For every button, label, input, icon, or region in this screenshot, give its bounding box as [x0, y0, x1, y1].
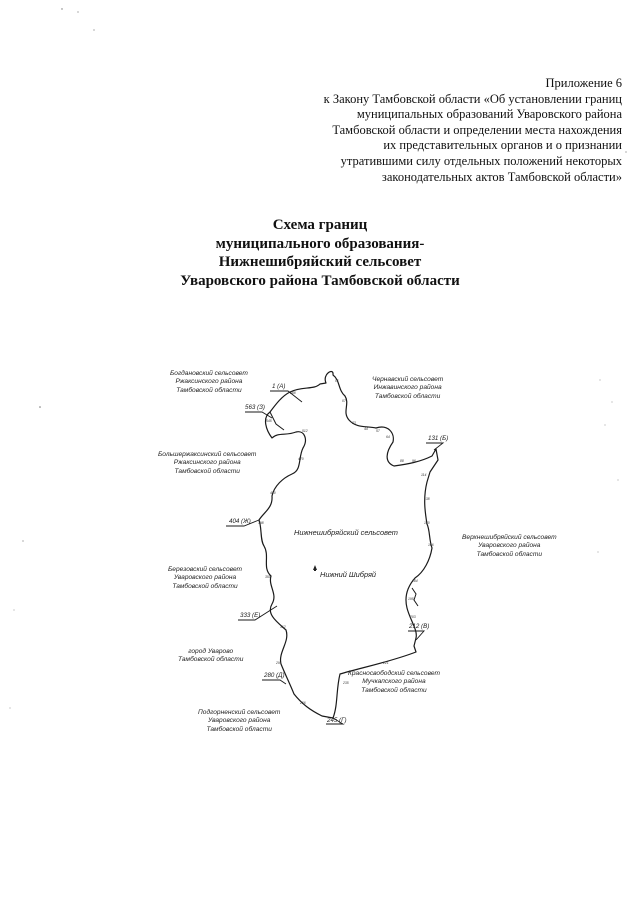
svg-text:256: 256: [300, 701, 306, 705]
neighbor-label-podgornensky: Подгорненский сельсовет Уваровского района Тамбовской области: [198, 709, 281, 733]
svg-text:64: 64: [386, 435, 390, 439]
municipality-label: Нижнешибряйский сельсовет: [294, 528, 398, 537]
svg-text:512: 512: [302, 429, 308, 433]
village-marker-icon: [313, 565, 317, 571]
svg-text:430: 430: [270, 491, 276, 495]
point-label-a: 1 (А): [272, 383, 286, 390]
svg-text:150: 150: [424, 521, 430, 525]
svg-text:545: 545: [266, 419, 272, 423]
svg-text:588: 588: [290, 391, 296, 395]
svg-text:398: 398: [258, 521, 264, 525]
svg-text:33: 33: [352, 421, 356, 425]
appendix-line: законодательных актов Тамбовской области»: [381, 169, 622, 184]
neighbor-label-berezovsky: Березовский сельсовет Уваровского района Тамбовской области: [168, 566, 243, 590]
svg-text:203: 203: [410, 615, 416, 619]
svg-text:138: 138: [424, 497, 430, 501]
appendix-line: муниципальных образований Уваровского района: [356, 107, 622, 122]
svg-text:312: 312: [280, 625, 286, 629]
svg-text:44: 44: [364, 427, 368, 431]
svg-text:57: 57: [376, 429, 380, 433]
svg-text:01: 01: [335, 379, 339, 383]
point-label-e: 333 (Е): [240, 612, 261, 619]
svg-text:114: 114: [421, 473, 427, 477]
appendix-line: их представительных органов и о признании: [383, 138, 622, 153]
svg-text:184: 184: [412, 579, 418, 583]
neighbor-label-chernavsky: Чернавский сельсовет Инжавинского района Тамбовской области: [372, 376, 444, 400]
svg-text:166: 166: [428, 543, 434, 547]
point-label-b: 131 (Б): [428, 435, 449, 442]
neighbor-label-bolsherzhaksinsky: Большержаксинский сельсовет Ржаксинского района Тамбовской области: [158, 451, 257, 475]
title-line: муниципального образования-: [215, 235, 425, 252]
svg-text:221: 221: [383, 661, 389, 665]
point-label-v: 212 (В): [409, 623, 430, 630]
svg-text:235: 235: [343, 681, 349, 685]
neighbor-label-uvarovo-town: город Уварово Тамбовской области: [178, 648, 244, 664]
appendix-line: к Закону Тамбовской области «Об установлении границ: [323, 91, 622, 106]
title-line: Уваровского района Тамбовской области: [180, 272, 460, 289]
point-label-z: 563 (З): [245, 404, 265, 411]
boundary-line: [259, 371, 438, 718]
svg-text:470: 470: [298, 457, 304, 461]
svg-text:07: 07: [342, 399, 346, 403]
neighbor-label-verkhneshibryaysky: Верхнешибряйский сельсовет Уваровского района Тамбовской области: [462, 534, 557, 558]
point-label-zh: 404 (Ж): [229, 518, 251, 525]
appendix-line: Тамбовской области и определении места нахождения: [332, 122, 622, 137]
svg-text:291: 291: [276, 661, 282, 665]
neighbor-label-bogdanovsky: Богдановский сельсовет Ржаксинского района Тамбовской области: [170, 370, 248, 394]
point-label-g: 245 (Г): [327, 717, 347, 724]
svg-text:96: 96: [412, 459, 416, 463]
appendix-line: Приложение 6: [545, 76, 622, 90]
svg-text:88: 88: [400, 459, 404, 463]
appendix-line: утратившими силу отдельных положений некоторых: [340, 153, 622, 168]
title-line: Схема границ: [272, 217, 368, 233]
title-line: Нижнешибряйский сельсовет: [218, 254, 422, 270]
svg-text:195: 195: [408, 597, 414, 601]
point-label-d: 280 (Д): [264, 672, 285, 679]
village-label: Нижний Шибряй: [320, 570, 377, 579]
svg-text:350: 350: [265, 575, 271, 579]
neighbor-label-krasnosvobodsky: Красносвободский сельсовет Мучкапского района Тамбовской области: [348, 670, 440, 694]
